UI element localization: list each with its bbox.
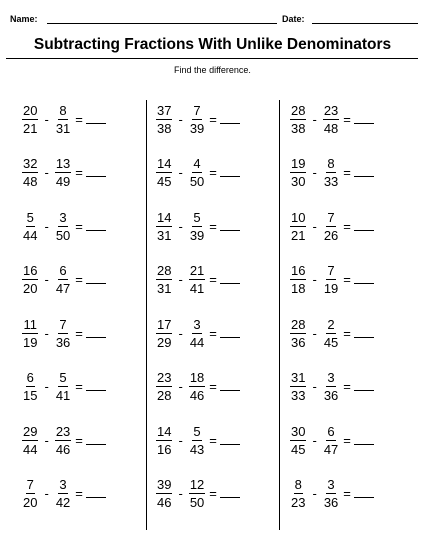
subtrahend-fraction	[189, 318, 205, 349]
subtrahend-fraction	[55, 371, 71, 402]
subtrahend-fraction	[55, 211, 71, 242]
minuend-fraction	[290, 211, 306, 242]
subtrahend-numerator: 8	[327, 156, 335, 171]
problem-item	[22, 418, 106, 462]
minuend-numerator: 19	[291, 156, 306, 171]
subtrahend-denominator: 36	[55, 334, 71, 350]
answer-blank[interactable]	[220, 437, 240, 445]
answer-blank[interactable]	[86, 330, 106, 338]
minuend-numerator: 16	[291, 263, 306, 278]
subtrahend-fraction	[55, 264, 71, 295]
minuend-fraction	[156, 318, 172, 349]
subtrahend-denominator: 50	[55, 227, 71, 243]
minuend-fraction	[156, 211, 172, 242]
minus-sign: -	[312, 486, 317, 501]
answer-blank[interactable]	[354, 437, 374, 445]
subtrahend-numerator: 4	[193, 156, 201, 171]
minus-sign: -	[178, 379, 183, 394]
subtrahend-denominator: 31	[55, 120, 71, 136]
subtrahend-fraction	[323, 211, 339, 242]
problem-item	[290, 418, 374, 462]
minuend-denominator: 44	[23, 441, 38, 457]
subtrahend-numerator: 21	[189, 263, 205, 278]
subtrahend-denominator: 42	[55, 495, 71, 510]
problem-item	[22, 311, 106, 355]
minuend-fraction	[290, 371, 306, 402]
subtrahend-numerator: 12	[189, 477, 205, 492]
subtrahend-fraction	[55, 157, 71, 188]
minuend-denominator: 23	[291, 495, 306, 510]
problem-item	[22, 204, 106, 248]
minus-sign: -	[178, 325, 183, 341]
subtrahend-fraction	[55, 478, 71, 509]
minus-sign: -	[312, 379, 317, 394]
subtrahend-denominator: 39	[189, 120, 205, 136]
subtrahend-fraction	[55, 104, 71, 135]
problem-item	[290, 258, 374, 302]
minuend-numerator: 29	[23, 423, 38, 439]
minuend-numerator: 10	[291, 209, 306, 225]
minuend-fraction	[22, 371, 38, 402]
subtrahend-denominator: 48	[323, 120, 339, 136]
answer-blank[interactable]	[86, 383, 106, 391]
problem-item	[156, 151, 240, 195]
minus-sign: -	[312, 272, 317, 287]
date-field[interactable]	[312, 23, 418, 24]
minus-sign: -	[44, 218, 49, 234]
minus-sign: -	[44, 325, 49, 341]
subtrahend-fraction	[323, 157, 339, 188]
subtrahend-fraction	[189, 371, 205, 402]
minuend-fraction	[156, 371, 172, 402]
worksheet-title: Subtracting Fractions With Unlike Denominators	[33, 36, 392, 53]
answer-blank[interactable]	[354, 330, 374, 338]
minuend-denominator: 33	[291, 388, 306, 403]
minuend-fraction	[22, 478, 38, 509]
minuend-denominator: 20	[23, 281, 38, 296]
minuend-numerator: 28	[291, 316, 306, 332]
subtrahend-denominator: 46	[189, 388, 205, 403]
minuend-fraction	[22, 211, 38, 242]
equals-sign: =	[75, 111, 83, 127]
minuend-numerator: 37	[157, 102, 172, 118]
equals-sign: =	[343, 165, 351, 180]
equals-sign: =	[209, 379, 217, 394]
minuend-denominator: 48	[23, 174, 38, 189]
subtrahend-fraction	[189, 478, 205, 509]
problem-item	[22, 365, 106, 409]
minuend-fraction	[290, 264, 306, 295]
minus-sign: -	[312, 165, 317, 180]
subtrahend-fraction	[189, 264, 205, 295]
minuend-denominator: 36	[291, 334, 306, 350]
minuend-denominator: 38	[157, 120, 172, 136]
problem-item	[156, 418, 240, 462]
subtrahend-numerator: 23	[323, 102, 339, 118]
minuend-denominator: 19	[23, 334, 38, 350]
minuend-denominator: 31	[157, 227, 172, 243]
equals-sign: =	[209, 486, 217, 501]
subtrahend-fraction	[189, 425, 205, 456]
equals-sign: =	[343, 218, 351, 234]
minuend-numerator: 16	[23, 263, 38, 278]
equals-sign: =	[75, 486, 83, 501]
minuend-denominator: 30	[291, 174, 306, 189]
answer-blank[interactable]	[220, 330, 240, 338]
problem-item	[290, 365, 374, 409]
equals-sign: =	[209, 432, 217, 448]
minuend-numerator: 20	[23, 102, 38, 118]
subtrahend-numerator: 7	[193, 102, 201, 118]
answer-blank[interactable]	[220, 223, 240, 231]
answer-blank[interactable]	[354, 169, 374, 177]
subtrahend-numerator: 13	[55, 156, 71, 171]
subtrahend-denominator: 43	[189, 441, 205, 457]
equals-sign: =	[75, 325, 83, 341]
minuend-denominator: 46	[157, 495, 172, 510]
equals-sign: =	[343, 379, 351, 394]
minuend-numerator: 6	[26, 370, 34, 385]
minus-sign: -	[178, 218, 183, 234]
problem-item	[156, 472, 240, 516]
subtrahend-denominator: 49	[55, 174, 71, 189]
problem-item	[22, 258, 106, 302]
minus-sign: -	[178, 272, 183, 287]
subtrahend-numerator: 7	[59, 316, 67, 332]
minuend-denominator: 45	[291, 441, 306, 457]
subtrahend-denominator: 47	[323, 441, 339, 457]
minuend-fraction	[22, 157, 38, 188]
subtrahend-numerator: 7	[327, 209, 335, 225]
minuend-fraction	[22, 425, 38, 456]
subtrahend-numerator: 3	[59, 209, 67, 225]
minuend-fraction	[290, 478, 306, 509]
minuend-fraction	[290, 425, 306, 456]
minuend-numerator: 5	[26, 209, 34, 225]
minuend-numerator: 14	[157, 209, 172, 225]
equals-sign: =	[343, 111, 351, 127]
minuend-fraction	[22, 318, 38, 349]
instructions: Find the difference.	[174, 65, 251, 75]
subtrahend-numerator: 6	[59, 263, 67, 278]
answer-blank[interactable]	[354, 276, 374, 284]
subtrahend-numerator: 18	[189, 370, 205, 385]
minuend-fraction	[156, 425, 172, 456]
name-label: Name:	[10, 14, 38, 24]
minuend-denominator: 38	[291, 120, 306, 136]
subtrahend-denominator: 50	[189, 174, 205, 189]
minus-sign: -	[312, 218, 317, 234]
answer-blank[interactable]	[354, 490, 374, 498]
minuend-numerator: 7	[26, 477, 34, 492]
minuend-numerator: 28	[291, 102, 306, 118]
minuend-fraction	[156, 104, 172, 135]
subtrahend-fraction	[323, 478, 339, 509]
minuend-fraction	[156, 478, 172, 509]
problem-item	[290, 472, 374, 516]
minuend-denominator: 45	[157, 174, 172, 189]
subtrahend-denominator: 36	[323, 495, 339, 510]
minus-sign: -	[44, 111, 49, 127]
minus-sign: -	[44, 272, 49, 287]
minuend-numerator: 8	[294, 477, 302, 492]
problem-item	[156, 204, 240, 248]
minuend-numerator: 14	[157, 156, 172, 171]
subtrahend-denominator: 33	[323, 174, 339, 189]
minuend-fraction	[290, 104, 306, 135]
subtrahend-fraction	[323, 104, 339, 135]
minuend-fraction	[290, 318, 306, 349]
minuend-numerator: 30	[291, 423, 306, 439]
answer-blank[interactable]	[86, 223, 106, 231]
equals-sign: =	[343, 325, 351, 341]
minus-sign: -	[44, 432, 49, 448]
column-divider-2	[279, 100, 280, 530]
problem-item	[156, 258, 240, 302]
subtrahend-fraction	[323, 425, 339, 456]
minus-sign: -	[312, 432, 317, 448]
subtrahend-denominator: 47	[55, 281, 71, 296]
minuend-fraction	[156, 157, 172, 188]
subtrahend-denominator: 50	[189, 495, 205, 510]
subtrahend-denominator: 41	[55, 388, 71, 403]
subtrahend-denominator: 44	[189, 334, 205, 350]
equals-sign: =	[75, 379, 83, 394]
subtrahend-numerator: 3	[193, 316, 201, 332]
minuend-numerator: 17	[157, 316, 172, 332]
subtrahend-numerator: 7	[327, 263, 335, 278]
problem-item	[290, 204, 374, 248]
subtrahend-numerator: 5	[193, 423, 201, 439]
minuend-denominator: 28	[157, 388, 172, 403]
subtrahend-numerator: 8	[59, 102, 67, 118]
minuend-denominator: 15	[23, 388, 38, 403]
subtrahend-numerator: 6	[327, 423, 335, 439]
equals-sign: =	[209, 272, 217, 287]
subtrahend-denominator: 36	[323, 388, 339, 403]
answer-blank[interactable]	[354, 116, 374, 124]
equals-sign: =	[209, 165, 217, 180]
minuend-denominator: 29	[157, 334, 172, 350]
subtrahend-numerator: 2	[327, 316, 335, 332]
answer-blank[interactable]	[86, 490, 106, 498]
minuend-fraction	[290, 157, 306, 188]
answer-blank[interactable]	[220, 383, 240, 391]
equals-sign: =	[75, 218, 83, 234]
minus-sign: -	[312, 325, 317, 341]
date-label: Date:	[282, 14, 305, 24]
answer-blank[interactable]	[220, 490, 240, 498]
minuend-denominator: 44	[23, 227, 38, 243]
subtrahend-fraction	[323, 264, 339, 295]
minuend-numerator: 23	[157, 370, 172, 385]
minus-sign: -	[44, 486, 49, 501]
minuend-numerator: 31	[291, 370, 306, 385]
answer-blank[interactable]	[86, 116, 106, 124]
answer-blank[interactable]	[86, 276, 106, 284]
answer-blank[interactable]	[354, 223, 374, 231]
minuend-denominator: 20	[23, 495, 38, 510]
minuend-denominator: 21	[291, 227, 306, 243]
equals-sign: =	[343, 432, 351, 448]
subtrahend-numerator: 5	[59, 370, 67, 385]
answer-blank[interactable]	[86, 437, 106, 445]
equals-sign: =	[75, 432, 83, 448]
problem-item	[22, 97, 106, 141]
subtrahend-numerator: 3	[59, 477, 67, 492]
minuend-numerator: 39	[157, 477, 172, 492]
answer-blank[interactable]	[220, 116, 240, 124]
problem-item	[156, 365, 240, 409]
minuend-fraction	[22, 104, 38, 135]
problem-item	[290, 311, 374, 355]
subtrahend-denominator: 26	[323, 227, 339, 243]
equals-sign: =	[209, 111, 217, 127]
problem-item	[156, 97, 240, 141]
problem-item	[290, 97, 374, 141]
answer-blank[interactable]	[220, 169, 240, 177]
column-divider-1	[146, 100, 147, 530]
minuend-fraction	[156, 264, 172, 295]
subtrahend-fraction	[55, 425, 71, 456]
subtrahend-denominator: 45	[323, 334, 339, 350]
equals-sign: =	[343, 272, 351, 287]
subtrahend-fraction	[189, 211, 205, 242]
minuend-numerator: 11	[23, 316, 37, 332]
minuend-numerator: 28	[157, 263, 172, 278]
subtrahend-fraction	[323, 318, 339, 349]
answer-blank[interactable]	[354, 383, 374, 391]
subtrahend-fraction	[55, 318, 71, 349]
subtrahend-numerator: 3	[327, 370, 335, 385]
problem-item	[22, 151, 106, 195]
minuend-denominator: 21	[23, 120, 38, 136]
minus-sign: -	[44, 379, 49, 394]
subtrahend-numerator: 5	[193, 209, 201, 225]
subtrahend-numerator: 3	[327, 477, 335, 492]
equals-sign: =	[75, 165, 83, 180]
minus-sign: -	[178, 486, 183, 501]
minus-sign: -	[44, 165, 49, 180]
minuend-denominator: 16	[157, 441, 172, 457]
problem-item	[290, 151, 374, 195]
equals-sign: =	[75, 272, 83, 287]
subtrahend-denominator: 39	[189, 227, 205, 243]
subtrahend-fraction	[189, 104, 205, 135]
subtrahend-denominator: 46	[55, 441, 71, 457]
minuend-fraction	[22, 264, 38, 295]
minus-sign: -	[178, 111, 183, 127]
equals-sign: =	[209, 218, 217, 234]
minuend-numerator: 14	[157, 423, 172, 439]
subtrahend-fraction	[189, 157, 205, 188]
subtrahend-denominator: 19	[323, 281, 339, 296]
answer-blank[interactable]	[86, 169, 106, 177]
subtrahend-numerator: 23	[55, 423, 71, 439]
name-field[interactable]	[47, 23, 277, 24]
minuend-denominator: 18	[291, 281, 306, 296]
problem-item	[156, 311, 240, 355]
minus-sign: -	[178, 432, 183, 448]
minus-sign: -	[178, 165, 183, 180]
equals-sign: =	[209, 325, 217, 341]
subtrahend-fraction	[323, 371, 339, 402]
answer-blank[interactable]	[220, 276, 240, 284]
minuend-denominator: 31	[157, 281, 172, 296]
equals-sign: =	[343, 486, 351, 501]
title-divider	[6, 58, 418, 59]
minuend-numerator: 32	[23, 156, 38, 171]
subtrahend-denominator: 41	[189, 281, 205, 296]
minus-sign: -	[312, 111, 317, 127]
problem-item	[22, 472, 106, 516]
header-line	[10, 12, 417, 28]
